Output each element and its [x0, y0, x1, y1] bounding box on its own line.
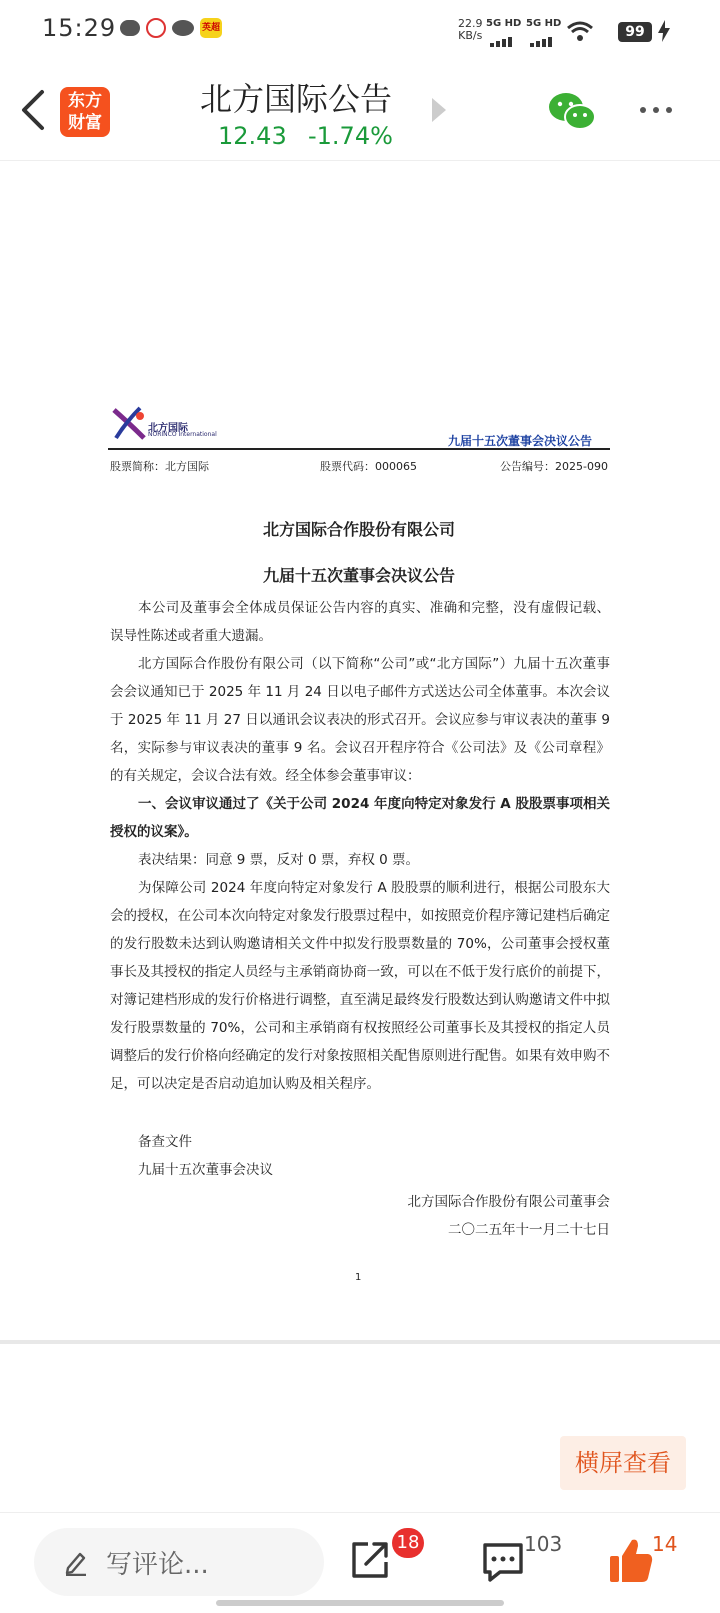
signal-bars-2-icon [530, 32, 558, 51]
company-name: 北方国际合作股份有限公司 [262, 520, 455, 539]
norinco-emblem-icon [110, 404, 150, 444]
section-divider [0, 1340, 720, 1344]
comments-icon[interactable] [480, 1540, 526, 1584]
more-options-icon[interactable] [640, 100, 684, 120]
doc-meta-no: 公告编号：2025-090 [500, 460, 608, 473]
wechat-notification-icon [120, 20, 140, 36]
back-button[interactable] [12, 82, 56, 138]
landscape-view-button[interactable]: 横屏查看 [560, 1436, 686, 1490]
stock-change: -1.74% [308, 122, 393, 150]
page-title: 北方国际公告 [200, 80, 393, 118]
paragraph-resolution: 一、会议审议通过了《关于公司 2024 年度向特定对象发行 A 股股票事项相关授权的议案》。 [110, 796, 610, 840]
sign-date: 二〇二五年十一月二十七日 [448, 1222, 610, 1238]
notice-title: 九届十五次董事会决议公告 [262, 566, 455, 585]
doc-meta-abbr: 股票简称：北方国际 [110, 460, 209, 473]
link-notification-icon [172, 20, 194, 36]
charging-icon [658, 20, 670, 46]
attachment-label: 备查文件 [138, 1134, 192, 1150]
paragraph-1: 本公司及董事会全体成员保证公告内容的真实、准确和完整，没有虚假记载、误导性陈述或者重大遗漏。 [110, 600, 610, 644]
app-notification-icon [146, 18, 166, 38]
doc-logo-english: NORINCO International [148, 431, 217, 438]
wechat-share-icon[interactable] [548, 90, 596, 134]
notification-icons [120, 18, 222, 38]
share-icon[interactable] [348, 1538, 392, 1582]
wifi-icon [566, 20, 594, 46]
chevron-left-icon [12, 82, 56, 138]
speed-value: 22.9 [458, 17, 483, 30]
app-header [0, 60, 720, 161]
stock-price: 12.43 [218, 122, 287, 150]
like-count: 14 [652, 1532, 678, 1556]
signal-bars-1-icon [490, 32, 518, 51]
logo-line-2: 财富 [68, 113, 102, 133]
thumbs-up-icon[interactable] [608, 1536, 654, 1584]
signer: 北方国际合作股份有限公司董事会 [407, 1194, 610, 1210]
logo-line-1: 东方 [68, 91, 102, 111]
network-speed [458, 18, 483, 42]
eastmoney-logo [60, 87, 110, 137]
clock: 15:29 [42, 14, 117, 42]
signal-1: 5G HD [486, 18, 522, 29]
pencil-icon [62, 1548, 90, 1576]
yingchao-app-icon: 英超 [200, 18, 222, 38]
signal-2: 5G HD [526, 18, 562, 29]
doc-header-rule [108, 448, 610, 450]
speed-unit: KB/s [458, 29, 483, 42]
share-count-badge: 18 [392, 1528, 424, 1558]
page-number: 1 [355, 1272, 362, 1283]
paragraph-5: 为保障公司 2024 年度向特定对象发行 A 股股票的顺利进行，根据公司股东大会的授权，在公司本次向特定对象发行股票过程中，如按照竞价程序簿记建档后确定的发行股数未达到认购邀请相关文件中拟发行股票数量的 70%，公司董事会授权董事长及其授权的指定人员经与主承销商协商一致，可以在不低于发行底价的前提下，对簿记建档形成的发行价格进行调整，直至满足最终发行股数达到认购邀请文件中拟发行股票数量的 70%，公司和主承销商有权按照经公司董事长及其授权的指定人员调整后的发行价格向经确定的发行对象按照相关配售原则进行配售。如果有效申购不足，可以决定是否启动追加认购及相关程序。 [110, 880, 610, 1092]
paragraph-vote: 表决结果：同意 9 票，反对 0 票，弃权 0 票。 [138, 852, 420, 868]
comment-count: 103 [524, 1532, 563, 1556]
paragraph-2: 北方国际合作股份有限公司（以下简称“公司”或“北方国际”）九届十五次董事会会议通知已于 2025 年 11 月 24 日以电子邮件方式送达公司全体董事。本次会议于 2025 年 11 月 27 日以通讯会议表决的形式召开。会议应参与审议表决的董事 9 名，实际参与审议表决的董事 9 名。会议召开程序符合《公司法》及《公司章程》的有关规定，会议合法有效。经全体参会董事审议： [110, 656, 610, 784]
doc-logo-name: 北方国际 [148, 423, 188, 434]
battery-indicator: 99 [618, 22, 652, 42]
play-triangle-icon[interactable] [432, 98, 446, 122]
doc-meta-code: 股票代码：000065 [320, 460, 417, 473]
comment-placeholder: 写评论... [106, 1550, 209, 1580]
status-bar [0, 0, 720, 60]
doc-header-title: 九届十五次董事会决议公告 [448, 434, 593, 448]
home-indicator[interactable] [216, 1600, 504, 1606]
attachment-item: 九届十五次董事会决议 [138, 1162, 273, 1178]
